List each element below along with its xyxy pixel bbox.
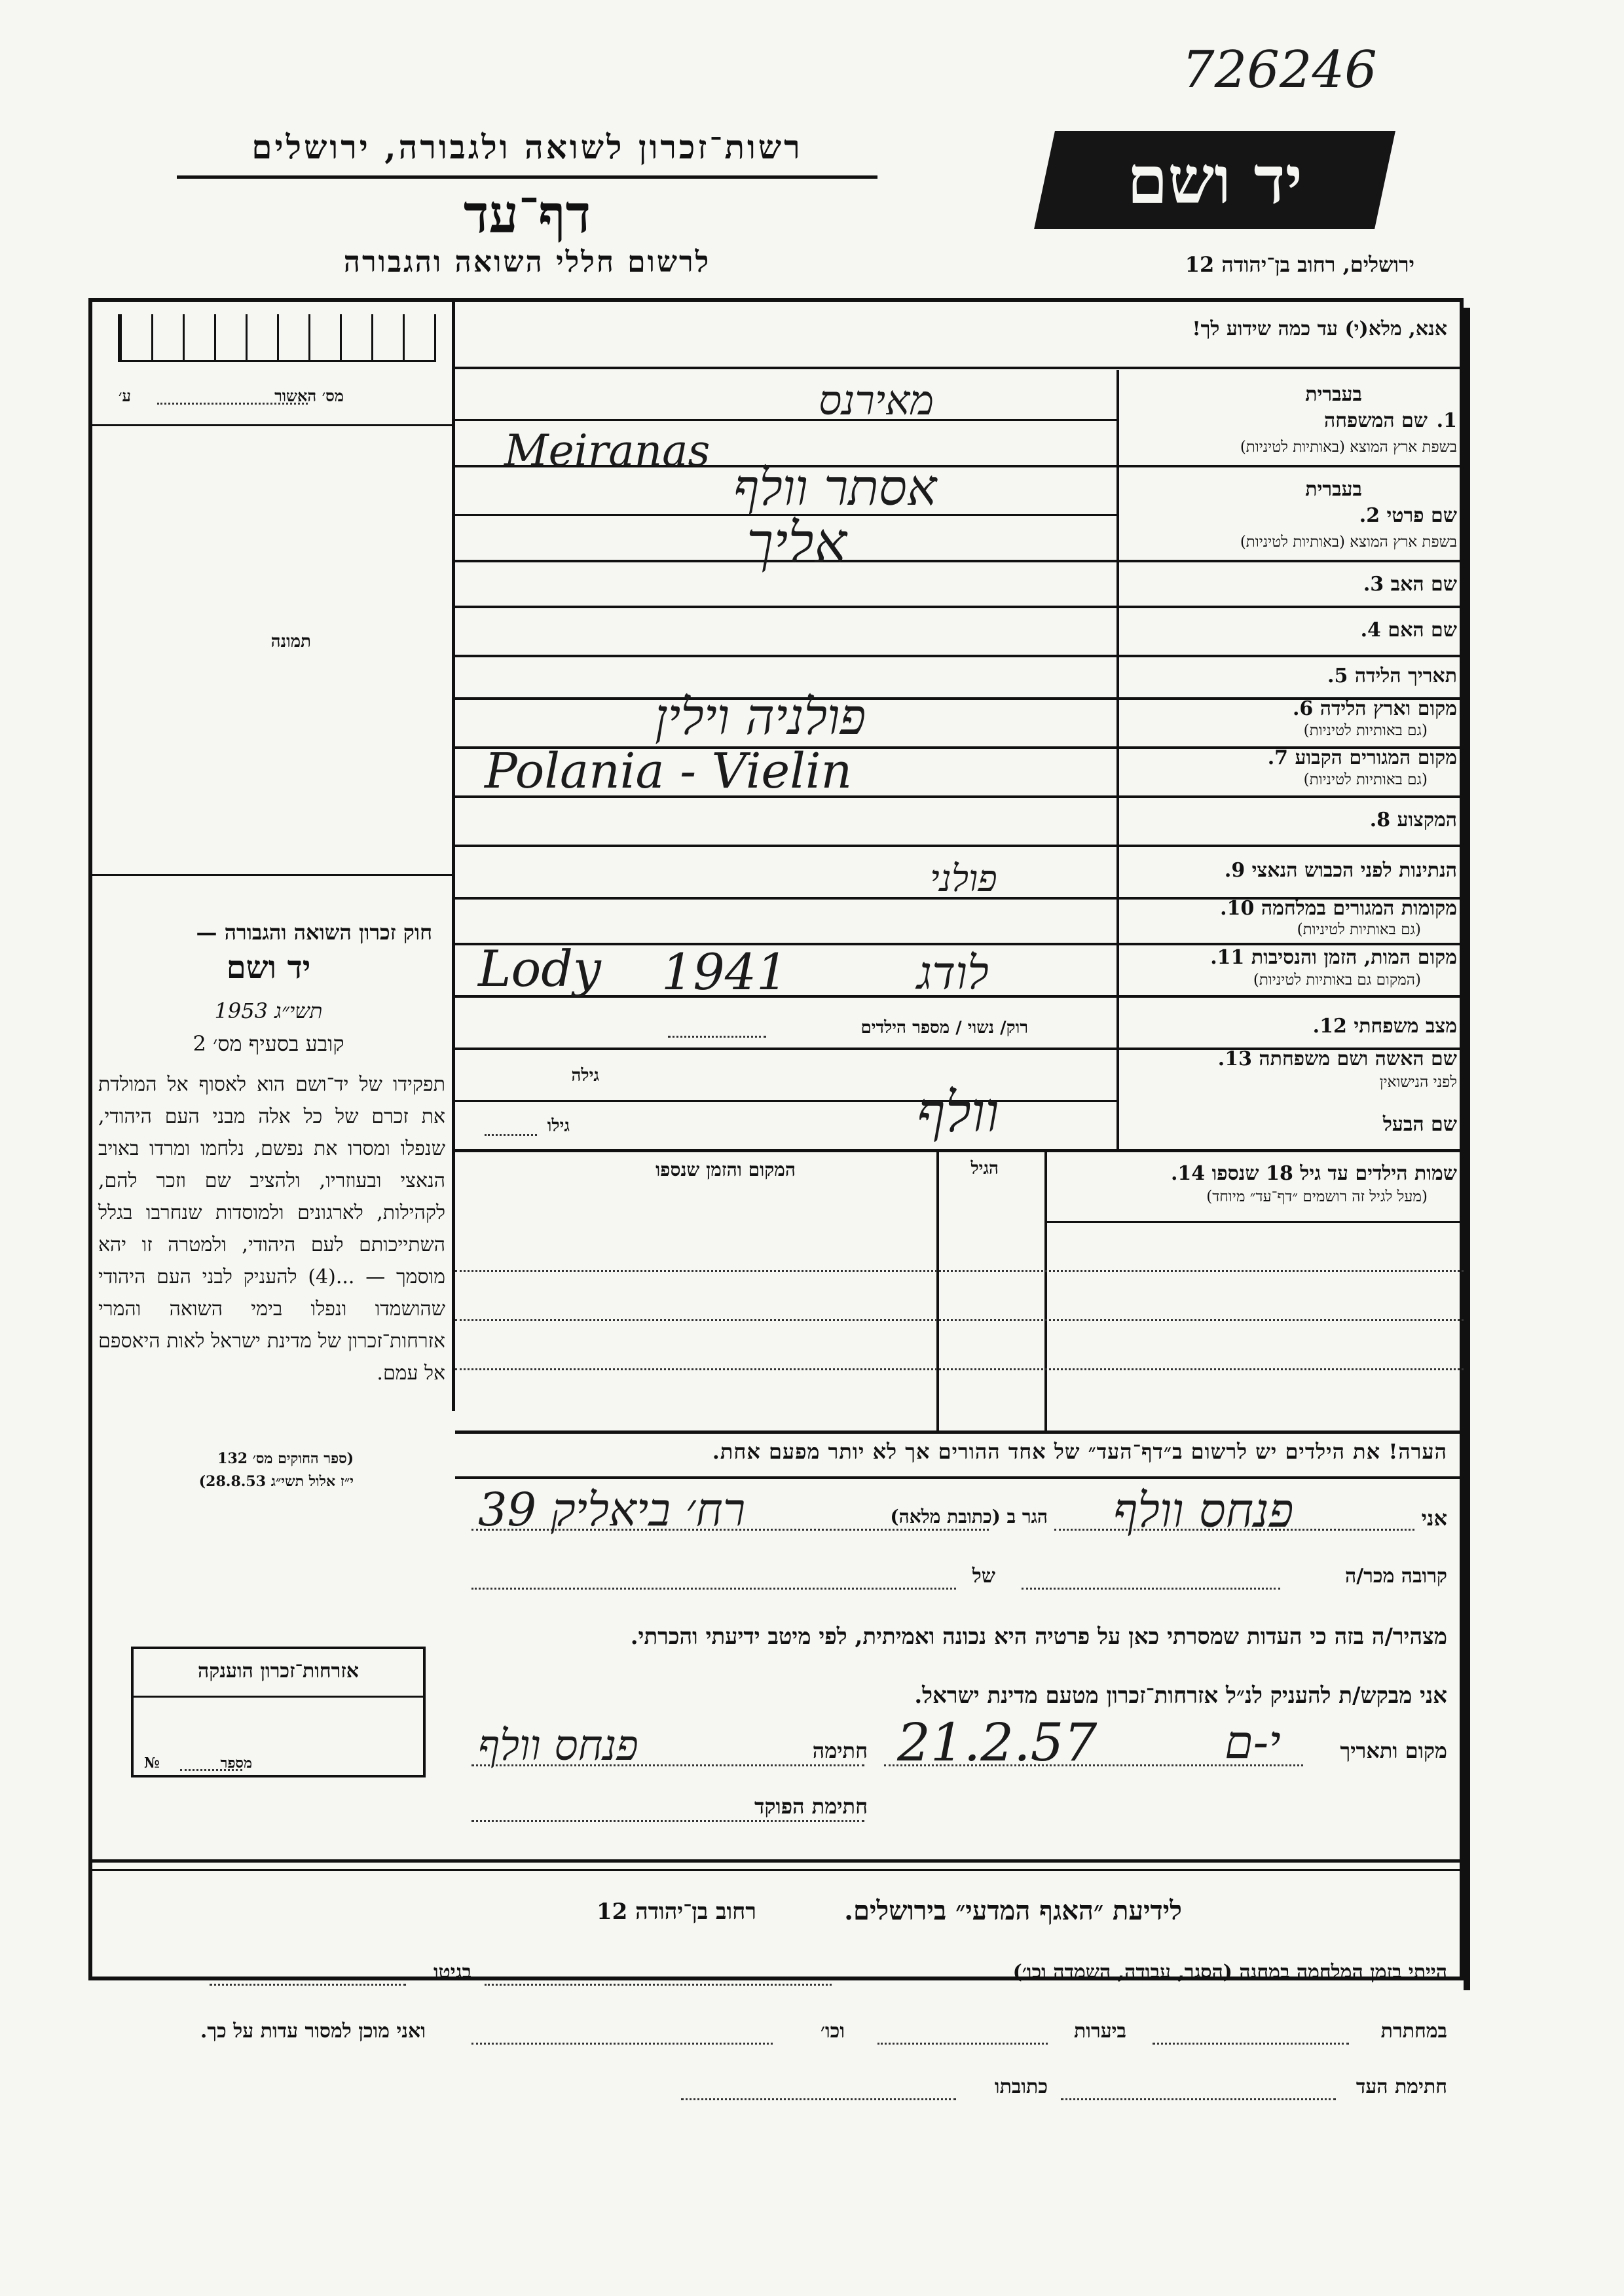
field-4-label — [1361, 619, 1457, 642]
declarant-address-value: רח׳ ביאליק 39 — [478, 1483, 746, 1537]
yad-vashem-logo — [1034, 131, 1395, 229]
logo-text: יד ושם — [1127, 141, 1302, 219]
field-10-sub: (גם באותיות לטיניות) — [1297, 921, 1421, 938]
row-line — [455, 655, 1464, 657]
intro-row-line — [452, 367, 1464, 369]
row-line — [455, 1100, 1116, 1102]
field-11-value-latin: Lody — [478, 939, 601, 998]
field-6-label — [1293, 697, 1457, 720]
frame-shadow-right — [1464, 308, 1470, 1990]
row-line — [455, 845, 1464, 847]
field-9-value: פולני — [930, 858, 997, 900]
field-13-sub: לפני הנישואין — [1379, 1074, 1457, 1091]
col-age-header: הגיל — [970, 1159, 999, 1178]
footer-double-line-1 — [88, 1859, 1464, 1863]
form-title: דף־עד — [463, 183, 591, 245]
note: הערה! את הילדים יש לרשום ב״דף־העד״ של אחד ההורים אך לא יותר מפעם אחת. — [712, 1439, 1447, 1464]
intro-text: אנא, מלא(י) עד כמה שידוע לך! — [1192, 318, 1447, 340]
field-12-number: 12. — [1312, 1015, 1347, 1038]
field-8-label — [1370, 809, 1457, 831]
law-reference-2: י״ז אלול תשי״ג 28.8.53) — [198, 1473, 354, 1490]
authority-name: רשות־זכרון לשואה ולגבורה, ירושלים — [251, 128, 803, 166]
footer-etc-field — [471, 2043, 773, 2045]
approval-line — [88, 424, 452, 426]
address: ירושלים, רחוב בן־יהודה 12 — [1185, 252, 1414, 277]
field-5-number: 5. — [1327, 665, 1348, 687]
law-text: תפקידו של יד־ושם הוא לאסוף אל המולדת את זכרם של כל אלה מבני העם היהודי, שנפלו ומסרו את נפשם, נלחמו ומרדו באויב הנאצי ובעוזריו, ולהציב שם וזכר להם, לקהילות, לארגונים ולמוסדות שנחרבו בגלל השתייכותם לעם היהודי, ולמטרה זו יהא מוסמך — ...(4) להעניק לבני העם היהודי שהושמדו ונפלו בימי השואה והמרי אזרחות־זכרון של מדינת ישראל לאות היאספם אל עמם. — [98, 1073, 445, 1385]
husband-age-field — [485, 1134, 537, 1136]
field-3-number: 3. — [1363, 573, 1384, 596]
field-13-number: 13. — [1217, 1048, 1252, 1070]
signature-value: פנחס וולף — [478, 1722, 638, 1770]
of-field — [471, 1588, 956, 1590]
children-header-line — [1044, 1221, 1464, 1223]
field-11-label — [1210, 946, 1457, 969]
citizenship-divider — [131, 1696, 426, 1698]
field-7-label — [1268, 746, 1457, 769]
field-12-label — [1313, 1015, 1457, 1038]
footer-row2-c: וכו׳ — [821, 2020, 845, 2043]
citizenship-number-label: מספר — [220, 1755, 252, 1772]
officer-field — [471, 1820, 864, 1822]
relation-field — [1022, 1588, 1280, 1590]
citizenship-number-field — [180, 1769, 242, 1771]
field-6-sub: (גם באותיות לטיניות) — [1303, 722, 1428, 739]
field-13-label-text: שם האשה ושם משפחתה — [1259, 1048, 1457, 1070]
footer-forest-field — [877, 2043, 1048, 2045]
field-8-label-text: המקצוע — [1397, 809, 1457, 831]
footer-row2-b: ביערות — [1073, 2020, 1126, 2043]
field-13-value: וולף — [917, 1080, 999, 1144]
approval-no-field — [157, 403, 308, 405]
form-subtitle: לרשום חללי השואה והגבורה — [343, 246, 711, 279]
photo-area-bottom — [88, 874, 452, 876]
field-2-hebrew-tag: בעברית — [1305, 478, 1362, 501]
field-7-label-text: מקום המגורים הקבוע — [1295, 746, 1457, 769]
declarant-name-value: פנחס וולף — [1113, 1483, 1294, 1538]
field-8-number: 8. — [1369, 809, 1391, 831]
footer-camp-field — [485, 1984, 832, 1986]
footer-row1-b: בגיטו — [433, 1961, 471, 1984]
field-9-number: 9. — [1224, 859, 1246, 882]
declarant-resides-label: הגר ב (כתובת מלאה) — [890, 1506, 1048, 1527]
officer-label: חתימת הפוקד — [754, 1794, 868, 1819]
footer-double-line-2 — [88, 1869, 1464, 1871]
field-9-label — [1225, 859, 1457, 882]
field-11-value-year: 1941 — [661, 943, 788, 1001]
law-clause: קובע בסעיף מס׳ 2 — [193, 1031, 344, 1056]
place-value: י-ם — [1225, 1715, 1281, 1769]
place-date-label: מקום ותאריך — [1340, 1738, 1447, 1763]
field-14-label-text: שמות הילדים עד גיל 18 שנספו — [1211, 1162, 1457, 1185]
field-6-value-hebrew: פולניה וילין — [655, 687, 866, 746]
field-6-number: 6. — [1292, 697, 1314, 720]
law-title: חוק זכרון השואה והגבורה — — [196, 920, 432, 945]
field-12-label-text: מצב משפחתי — [1354, 1015, 1457, 1038]
field-7-sub: (גם באותיות לטיניות) — [1303, 771, 1428, 788]
footer-ghetto-field — [210, 1984, 406, 1986]
children-bottom-line — [455, 1430, 1464, 1434]
citizenship-title: אזרחות־זכרון הוענקה — [197, 1660, 360, 1683]
footer-title: לידיעת ״האגף המדעי״ בירושלים. — [844, 1895, 1182, 1926]
field-2-label-text: שם פרטי — [1386, 504, 1457, 527]
field-4-number: 4. — [1360, 619, 1381, 642]
footer-witness-address-field — [681, 2098, 956, 2100]
field-12-children-field — [668, 1036, 766, 1038]
date-value: 21.2.57 — [897, 1712, 1098, 1773]
field-6-label-text: מקום וארץ הלידה — [1320, 697, 1457, 720]
field-2-number: 2. — [1359, 504, 1380, 527]
declaration-text: מצהיר/ה בזה כי העדות שמסרתי כאן על פרטיה היא נכונה ואמיתית, לפי מיטב ידיעתי והכרתי. — [630, 1624, 1447, 1650]
archive-number: 726246 — [1182, 41, 1377, 100]
field-11-value-hebrew: לודג — [917, 946, 989, 1000]
children-row — [455, 1319, 1464, 1321]
field-14-label — [1171, 1162, 1457, 1185]
row-line — [455, 1149, 1464, 1152]
children-col-2 — [1044, 1152, 1047, 1430]
field-7-number: 7. — [1267, 746, 1289, 769]
field-5-label — [1327, 665, 1457, 687]
footer-underground-field — [1153, 2043, 1349, 2045]
photo-label: תמונה — [270, 632, 311, 651]
field-10-label — [1220, 897, 1457, 920]
row-line — [455, 560, 1464, 562]
children-row — [455, 1270, 1464, 1272]
number-boxes — [118, 314, 436, 362]
relation-label: קרובה מכר/ה — [1344, 1565, 1447, 1588]
footer-row3-b: כתובתו — [994, 2075, 1048, 2098]
field-1-number: 1. — [1436, 409, 1457, 432]
footer-address: רחוב בן־יהודה 12 — [596, 1899, 756, 1925]
field-10-number: 10. — [1220, 897, 1255, 920]
field-4-label-text: שם האם — [1388, 619, 1457, 642]
field-2-sub: בשפת ארץ המוצא (באותיות לטיניות) — [1240, 534, 1457, 551]
request-text: אני מבקש/ת להעניק לנ״ל אזרחות־זכרון מטעם מדינת ישראל. — [914, 1683, 1447, 1709]
of-label: של — [972, 1565, 995, 1588]
row-line — [455, 606, 1464, 608]
field-1-value-latin: Meiranas — [504, 426, 710, 476]
field-14-sub: (מעל לגיל זה רושמים ״דף־עד״ מיוחד) — [1206, 1188, 1428, 1205]
field-1-value-hebrew: מאירנס — [819, 376, 934, 424]
citizenship-no-sign: № — [144, 1755, 160, 1772]
field-5-label-text: תאריך הלידה — [1354, 665, 1457, 687]
authority-underline — [177, 175, 877, 179]
label-column-divider — [1116, 370, 1119, 1152]
col-place-header: המקום והזמן שנספו — [655, 1159, 796, 1180]
law-year: תשי״ג 1953 — [214, 998, 323, 1023]
field-1-hebrew-tag: בעברית — [1305, 383, 1362, 406]
field-3-value: אליך — [747, 511, 847, 575]
children-row — [455, 1368, 1464, 1370]
field-10-label-text: מקומות המגורים במלחמה — [1261, 897, 1457, 920]
law-name: יד ושם — [226, 949, 311, 986]
field-1-sub: בשפת ארץ המוצא (באותיות לטיניות) — [1240, 439, 1457, 456]
approval-no-suffix: ע׳ — [118, 386, 131, 405]
signature-label: חתימה — [812, 1738, 868, 1763]
field-13-age-label: גילה — [571, 1066, 599, 1085]
field-2-label — [1359, 504, 1457, 527]
field-2-value: אסתר וולף — [733, 458, 937, 517]
field-3-label-text: שם האב — [1390, 573, 1457, 596]
field-1-label: שם המשפחה — [1323, 409, 1428, 432]
declarant-ani: אני — [1421, 1506, 1447, 1531]
field-14-number: 14. — [1170, 1162, 1206, 1185]
field-13-label — [1218, 1048, 1457, 1070]
field-3-label — [1363, 573, 1457, 596]
children-col-1 — [936, 1152, 939, 1430]
footer-witness-sign-field — [1061, 2098, 1336, 2100]
approval-no-label: מס׳ האשור — [274, 386, 344, 405]
field-12-options: רוק/ נשוי / מספר הילדים — [860, 1018, 1028, 1038]
footer-row2-a: במחתרת — [1380, 2020, 1447, 2043]
footer-row1-a: הייתי בזמן המלחמה במחנה (הסגר, עבודה, השמדה וכו׳) — [1012, 1961, 1447, 1984]
law-reference-1: (ספר החוקים מס׳ 132 — [217, 1450, 354, 1467]
field-11-number: 11. — [1210, 946, 1245, 969]
note-bottom-line — [455, 1476, 1464, 1479]
field-11-label-text: מקום המות, הזמן והנסיבות — [1251, 946, 1457, 969]
footer-row2-d: ואני מוכן למסור עדות על כך. — [200, 2020, 426, 2043]
row-line — [455, 419, 1116, 421]
field-6-value-latin: Polania - Vielin — [485, 743, 853, 799]
footer-row3-a: חתימת העד — [1356, 2075, 1447, 2098]
field-9-label-text: הנתינות לפני הכבוש הנאצי — [1251, 859, 1457, 882]
row-line — [455, 943, 1464, 945]
husband-age-label: גילו — [547, 1116, 570, 1136]
husband-label: שם הבעל — [1382, 1113, 1457, 1136]
field-11-sub: (המקום גם באותיות לטיניות) — [1253, 972, 1421, 989]
